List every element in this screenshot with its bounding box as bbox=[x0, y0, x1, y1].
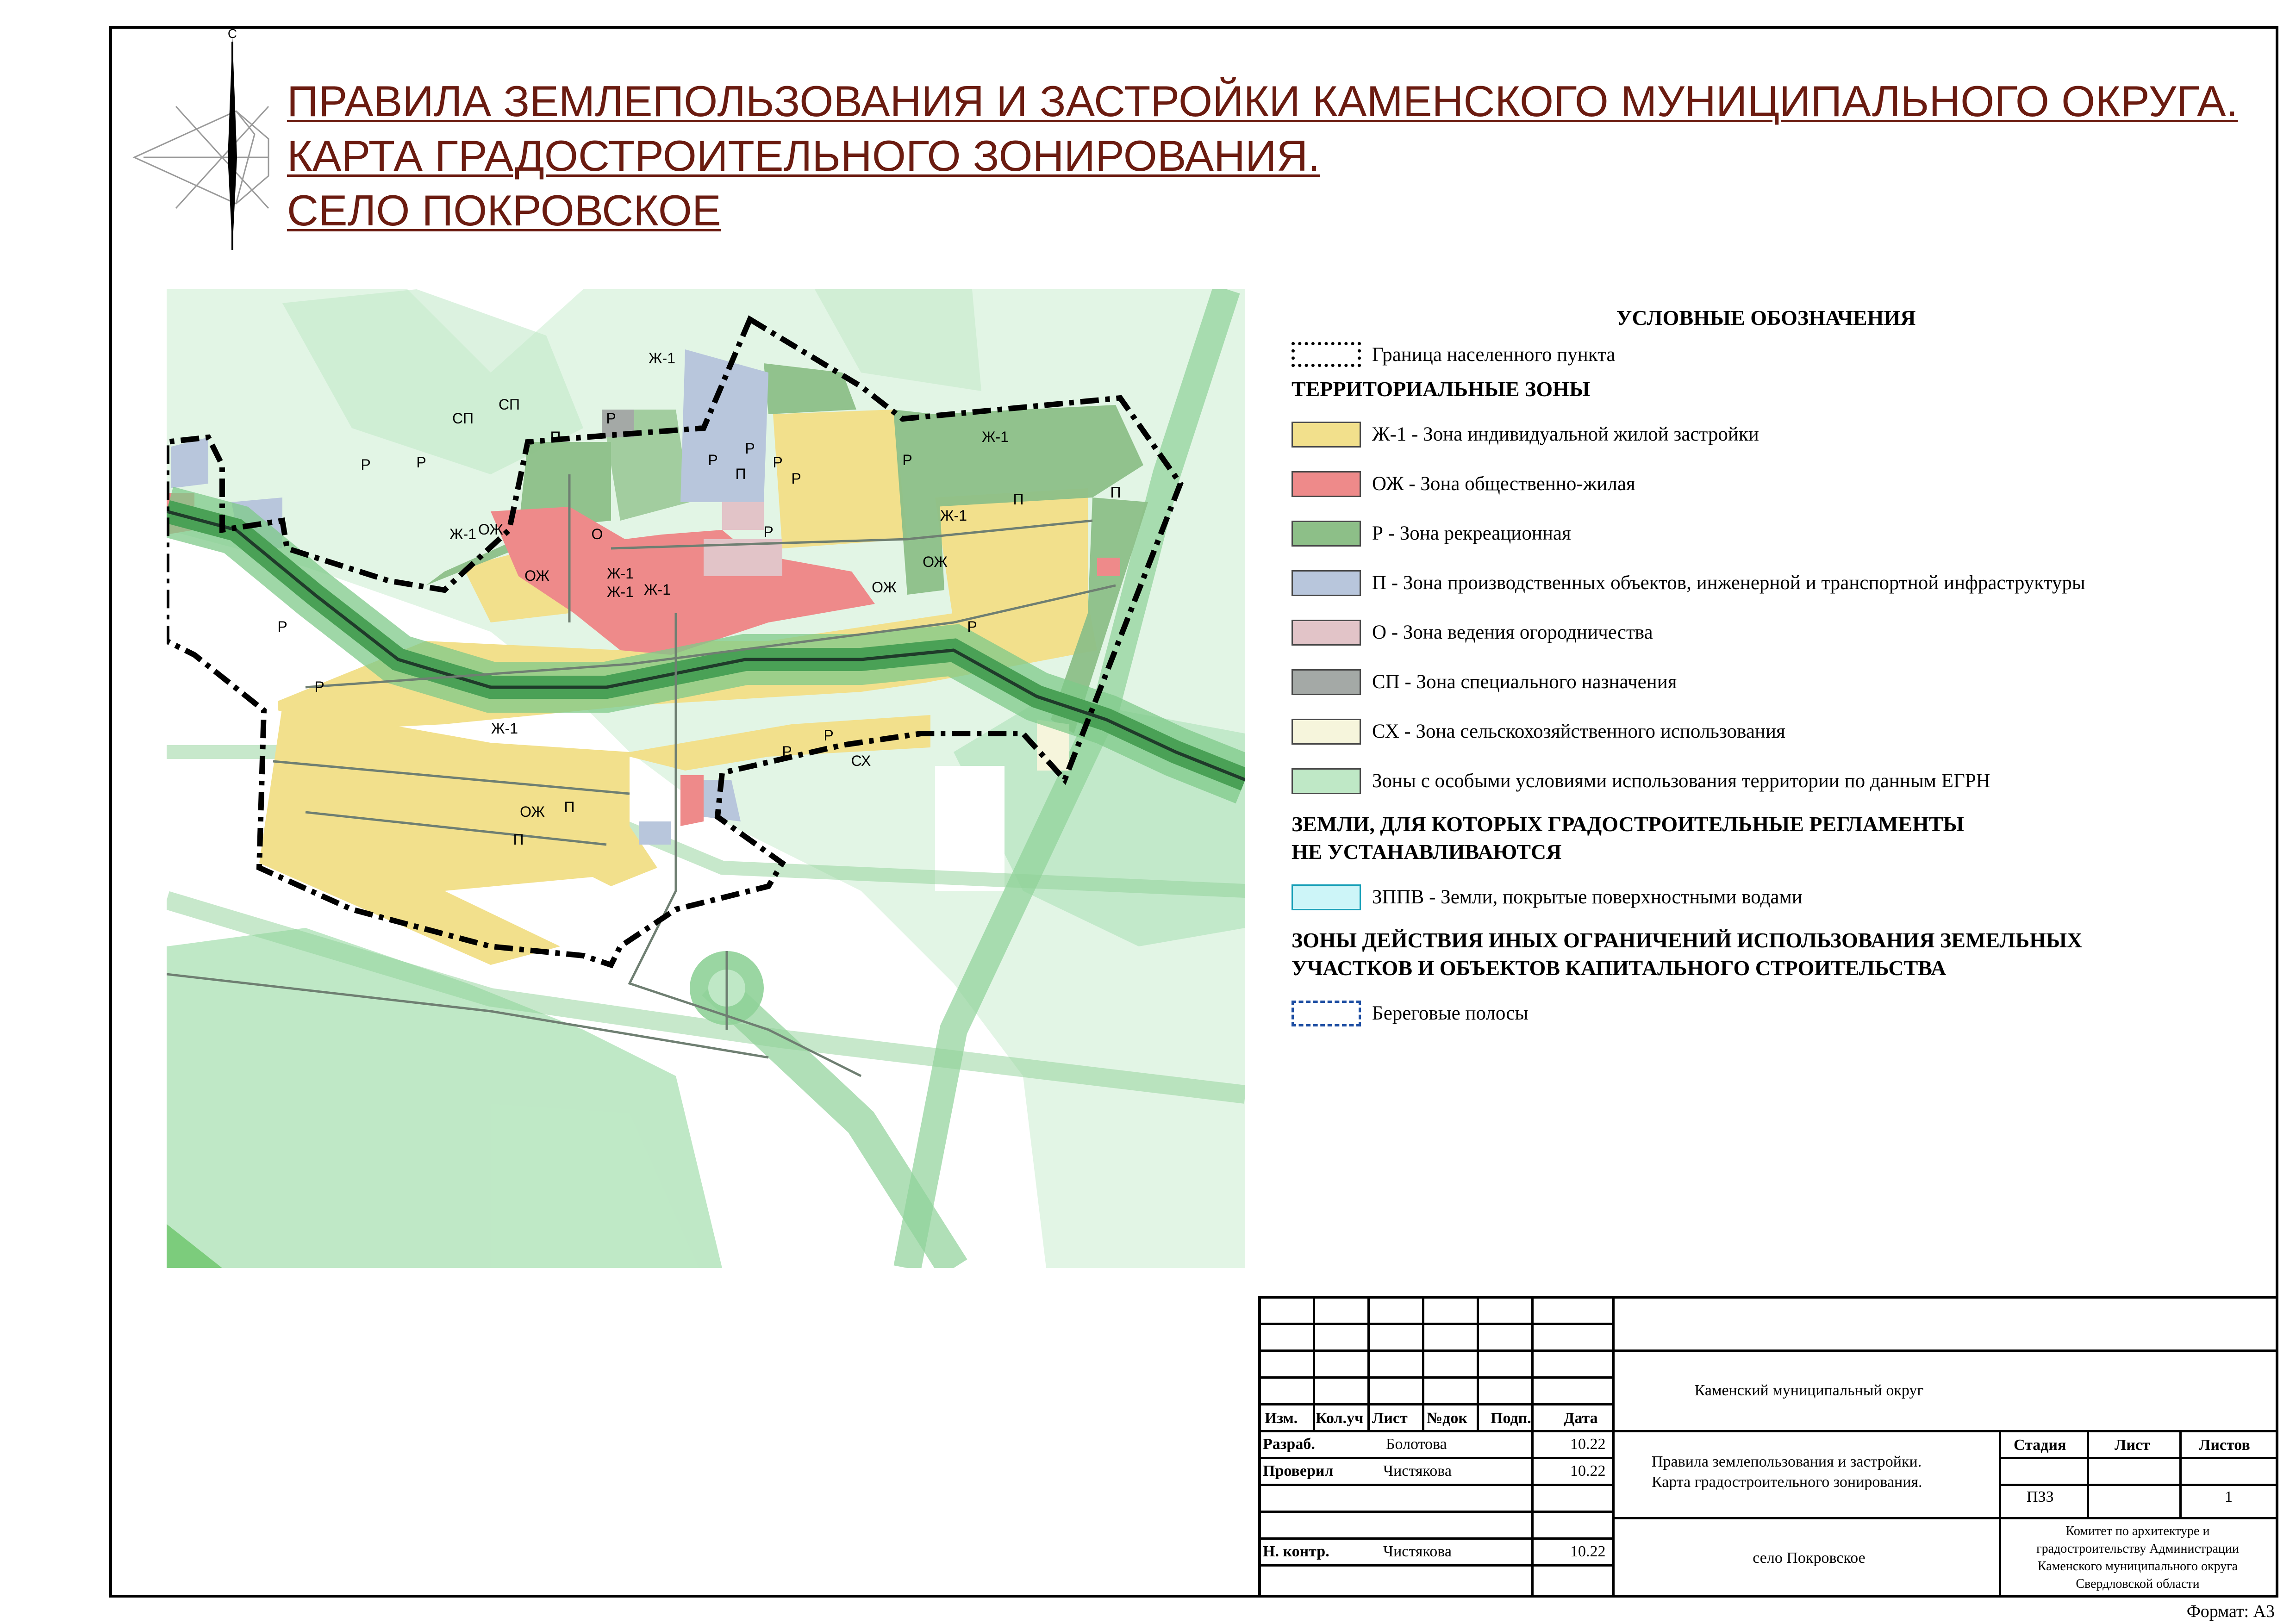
zone-label: Р bbox=[902, 452, 912, 468]
legend-header-line: ЗЕМЛИ, ДЛЯ КОТОРЫХ ГРАДОСТРОИТЕЛЬНЫЕ РЕГЛАМЕНТЫ bbox=[1292, 812, 1964, 836]
zone-label: Ж-1 bbox=[644, 581, 671, 598]
zone-label: О bbox=[591, 526, 603, 542]
stamp-sheets-header: Листов bbox=[2199, 1436, 2250, 1454]
zone-label: СП bbox=[452, 410, 474, 427]
stamp-col-list: Лист bbox=[1372, 1410, 1408, 1427]
legend-row-zone bbox=[1292, 509, 2240, 558]
stamp-sheet-header: Лист bbox=[2115, 1436, 2150, 1454]
stamp-org-top: Каменский муниципальный округ bbox=[1694, 1382, 1924, 1399]
format-label: Формат: А3 bbox=[2186, 1602, 2275, 1621]
legend-section-header: ТЕРРИТОРИАЛЬНЫЕ ЗОНЫ bbox=[1292, 377, 1591, 401]
stamp-name-nkontr: Чистякова bbox=[1383, 1543, 1452, 1560]
stamp-date-razrab: 10.22 bbox=[1570, 1436, 1606, 1453]
stamp-role-nkontr: Н. контр. bbox=[1263, 1543, 1329, 1560]
zone-label: Р bbox=[824, 727, 834, 744]
legend-row-water bbox=[1292, 872, 2240, 922]
zone-label: Ж-1 bbox=[940, 507, 967, 524]
legend-label: СХ - Зона сельскохозяйственного использования bbox=[1372, 721, 1785, 742]
boundary-swatch bbox=[1292, 342, 1361, 367]
legend-label: О - Зона ведения огородничества bbox=[1372, 622, 1653, 643]
stamp-col-data: Дата bbox=[1564, 1410, 1598, 1427]
zone-label: Р bbox=[791, 470, 801, 487]
legend-label: Зоны с особыми условиями использования территории по данным ЕГРН bbox=[1372, 770, 1990, 792]
zone-label: Р bbox=[606, 410, 616, 427]
zone-label: П bbox=[1013, 491, 1024, 508]
stamp-committee-line: Комитет по архитектуре и bbox=[2065, 1524, 2210, 1538]
stamp-col-podp: Подп. bbox=[1491, 1410, 1531, 1427]
legend-label: Береговые полосы bbox=[1372, 1002, 1529, 1024]
stamp-name-razrab: Болотова bbox=[1386, 1436, 1447, 1453]
legend-label: ОЖ - Зона общественно-жилая bbox=[1372, 473, 1635, 495]
stamp-committee bbox=[2001, 1523, 2274, 1593]
legend-row-zone bbox=[1292, 608, 2240, 657]
legend-header-line: ЗОНЫ ДЕЙСТВИЯ ИНЫХ ОГРАНИЧЕНИЙ ИСПОЛЬЗОВАНИЯ ЗЕМЕЛЬНЫХ bbox=[1292, 928, 2083, 952]
legend-title: УСЛОВНЫЕ ОБОЗНАЧЕНИЯ bbox=[1616, 306, 1916, 330]
zone-swatch bbox=[1292, 422, 1361, 448]
legend-row-zone bbox=[1292, 657, 2240, 707]
title-block bbox=[1258, 1296, 2276, 1598]
zone-label: ОЖ bbox=[872, 579, 897, 596]
zone-label: Р bbox=[314, 678, 324, 695]
stamp-col-izm: Изм. bbox=[1265, 1410, 1298, 1427]
zone-swatch bbox=[1292, 521, 1361, 547]
stamp-committee-line: Свердловской области bbox=[2076, 1577, 2200, 1591]
legend-row-zone bbox=[1292, 707, 2240, 756]
zone-swatch bbox=[1292, 471, 1361, 497]
stamp-date-proveril: 10.22 bbox=[1570, 1462, 1606, 1480]
water-swatch bbox=[1292, 884, 1361, 910]
stamp-name-proveril: Чистякова bbox=[1383, 1462, 1452, 1480]
legend-section-header bbox=[1292, 927, 2240, 982]
zone-label: Р bbox=[708, 452, 718, 468]
title-line-1: ПРАВИЛА ЗЕМЛЕПОЛЬЗОВАНИЯ И ЗАСТРОЙКИ КАМЕНСКОГО МУНИЦИПАЛЬНОГО ОКРУГА. bbox=[287, 77, 2238, 125]
legend-label: Граница населенного пункта bbox=[1372, 343, 1616, 366]
stamp-committee-line: градостроительству Администрации bbox=[2036, 1542, 2239, 1556]
zone-label: П bbox=[564, 799, 575, 815]
stamp-role-proveril: Проверил bbox=[1263, 1462, 1334, 1480]
zone-label: П bbox=[513, 831, 524, 848]
stamp-col-kolich: Кол.уч bbox=[1316, 1410, 1364, 1427]
title-line-2: КАРТА ГРАДОСТРОИТЕЛЬНОГО ЗОНИРОВАНИЯ. bbox=[287, 131, 1320, 180]
title-line-3: СЕЛО ПОКРОВСКОЕ bbox=[287, 186, 721, 235]
legend-label: СП - Зона специального назначения bbox=[1372, 671, 1677, 693]
map-legend bbox=[1292, 305, 2240, 1038]
legend-row-boundary bbox=[1292, 338, 2240, 371]
stamp-date-nkontr: 10.22 bbox=[1570, 1543, 1606, 1560]
shore-swatch bbox=[1292, 1001, 1361, 1026]
zone-swatch bbox=[1292, 570, 1361, 596]
zone-label: Ж-1 bbox=[607, 565, 634, 582]
zone-label: СП bbox=[498, 396, 520, 413]
map-title bbox=[287, 74, 2238, 238]
legend-header-line: УЧАСТКОВ И ОБЪЕКТОВ КАПИТАЛЬНОГО СТРОИТЕЛЬСТВА bbox=[1292, 956, 1947, 980]
zone-label: Ж-1 bbox=[607, 584, 634, 600]
legend-row-zone bbox=[1292, 410, 2240, 459]
legend-row-shore bbox=[1292, 989, 2240, 1038]
zone-label: Р bbox=[773, 454, 783, 471]
zone-label: ОЖ bbox=[524, 567, 549, 584]
zone-label: Р bbox=[361, 456, 371, 473]
zone-label: Р bbox=[782, 743, 792, 760]
legend-section-header bbox=[1292, 810, 2240, 866]
zone-label: П bbox=[550, 429, 561, 445]
zone-label: Ж-1 bbox=[491, 720, 518, 737]
zone-label: Р bbox=[745, 440, 755, 457]
zone-label: ОЖ bbox=[520, 803, 545, 820]
zone-label: Р bbox=[416, 454, 426, 471]
zone-label: ОЖ bbox=[478, 521, 503, 538]
zone-label: Ж-1 bbox=[649, 350, 675, 367]
legend-row-zone bbox=[1292, 459, 2240, 509]
stamp-doc-line-2: Карта градостроительного зонирования. bbox=[1652, 1474, 1922, 1491]
stamp-committee-line: Каменского муниципального округа bbox=[2037, 1559, 2238, 1573]
stamp-col-ndok: №док bbox=[1427, 1410, 1467, 1427]
zone-label: Ж-1 bbox=[982, 429, 1009, 445]
stamp-place: село Покровское bbox=[1753, 1549, 1866, 1567]
stamp-doc-line-1: Правила землепользования и застройки. bbox=[1652, 1453, 1922, 1470]
zone-label: Р bbox=[277, 618, 287, 635]
zone-label: Ж-1 bbox=[449, 526, 476, 542]
stamp-sheets-value: 1 bbox=[2225, 1488, 2233, 1505]
zone-label: СХ bbox=[851, 752, 871, 769]
zone-swatch bbox=[1292, 768, 1361, 794]
zoning-map bbox=[167, 289, 1245, 1268]
zone-swatch bbox=[1292, 719, 1361, 745]
legend-label: ЗППВ - Земли, покрытые поверхностными водами bbox=[1372, 886, 1803, 908]
legend-label: Ж-1 - Зона индивидуальной жилой застройки bbox=[1372, 423, 1759, 445]
legend-row-zone bbox=[1292, 756, 2240, 806]
compass-rose-icon bbox=[130, 28, 287, 259]
zone-swatch bbox=[1292, 620, 1361, 646]
legend-row-zone bbox=[1292, 558, 2240, 608]
zone-label: ОЖ bbox=[923, 553, 948, 570]
zone-label: Р bbox=[763, 523, 774, 540]
north-label: С bbox=[227, 28, 237, 41]
zone-label: П bbox=[735, 466, 746, 482]
legend-label: П - Зона производственных объектов, инженерной и транспортной инфраструктуры bbox=[1372, 572, 2085, 594]
zone-label: Р bbox=[967, 618, 977, 635]
zone-swatch bbox=[1292, 669, 1361, 695]
stamp-stage-header: Стадия bbox=[2014, 1436, 2066, 1454]
legend-header-line: НЕ УСТАНАВЛИВАЮТСЯ bbox=[1292, 840, 1562, 864]
legend-label: Р - Зона рекреационная bbox=[1372, 522, 1571, 544]
zone-label: П bbox=[1110, 484, 1121, 501]
stamp-stage-value: ПЗЗ bbox=[2027, 1488, 2054, 1505]
stamp-role-razrab: Разраб. bbox=[1263, 1436, 1315, 1453]
